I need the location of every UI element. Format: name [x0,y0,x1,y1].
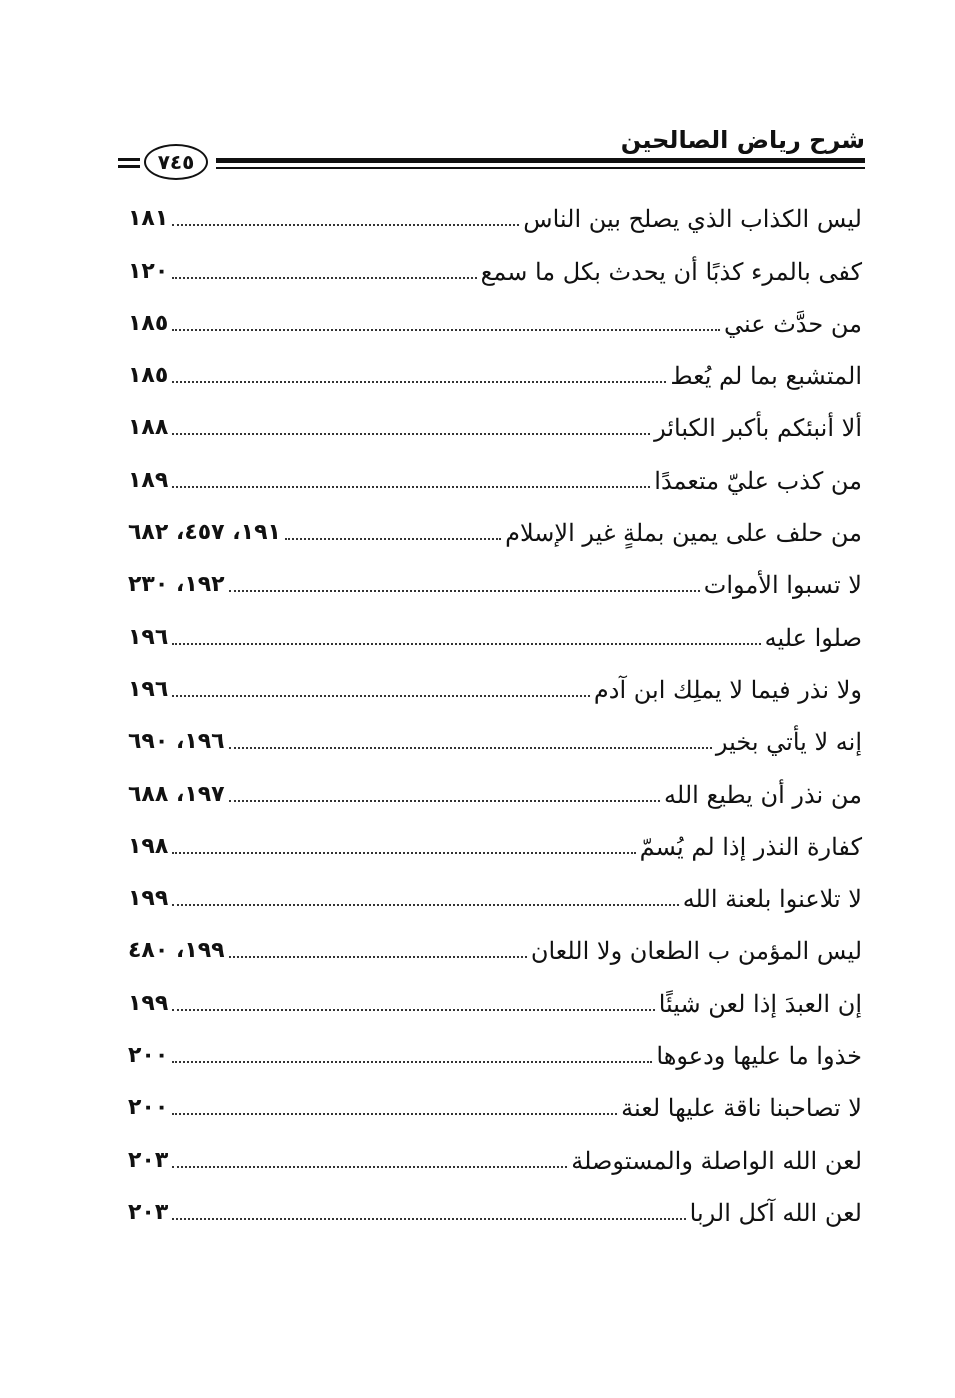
index-entry [128,558,862,610]
entry-page-numbers: ١٨٥ [128,310,169,336]
index-entry [128,244,862,296]
index-entry [128,453,862,505]
entry-page-numbers: ١٨١ [128,206,169,232]
entry-text: من كذب عليّ متعمدًا [654,466,862,495]
dot-leader [172,695,590,697]
entry-text: إنه لا يأتي بخير [715,728,862,757]
header-rule-stub-top [118,158,140,161]
index-entry [128,872,862,924]
index-entry [128,192,862,244]
entry-text: ولا نذر فيما لا يملِك ابن آدم [593,675,862,704]
entry-page-numbers: ١٩٦ [128,624,169,650]
entry-text: ليس الكذاب الذي يصلح بين الناس [523,205,862,234]
entry-text: ليس المؤمن ب الطعان ولا اللعان [530,937,862,966]
entry-text: كفى بالمرء كذبًا أن يحدث بكل ما سمع [480,257,862,286]
dot-leader [229,956,527,958]
index-entry [128,610,862,662]
index-entry [128,820,862,872]
entry-text: صلوا عليه [764,623,862,652]
dot-leader [172,1166,567,1168]
entry-page-numbers: ٢٠٣ [128,1199,169,1225]
entry-page-numbers: ١٩٨ [128,833,169,859]
index-entry [128,297,862,349]
entry-text: من نذر أن يطيع الله [664,780,862,809]
entry-page-numbers: ١٩٩، ٤٨٠ [128,938,225,964]
header-rule-thin [216,167,865,169]
entry-text: كفارة النذر إذا لم يُسمّ [639,832,862,861]
index-entry [128,976,862,1028]
dot-leader [229,800,660,802]
dot-leader [172,277,476,279]
entry-text: لعن الله آكل الربا [689,1198,862,1227]
index-entry [128,1029,862,1081]
entry-page-numbers: ١٩٢، ٢٣٠ [128,572,225,598]
entry-page-numbers: ٢٠٠ [128,1095,169,1121]
book-title: شرح رياض الصالحين [620,126,865,154]
index-entry [128,1133,862,1185]
entry-page-numbers: ١٩١، ٤٥٧، ٦٨٢ [128,520,281,546]
dot-leader [172,381,666,383]
page-number: ٧٤٥ [157,150,195,174]
dot-leader [172,643,760,645]
dot-leader [172,1218,685,1220]
entry-text: ألا أنبئكم بأكبر الكبائر [654,414,862,443]
dot-leader [172,1009,654,1011]
hadith-index-list [128,192,862,1238]
entry-text: المتشبع بما لم يُعط [670,362,862,391]
entry-page-numbers: ١٨٨ [128,415,169,441]
index-entry [128,1186,862,1238]
dot-leader [229,747,712,749]
entry-text: من حلف على يمين بملةٍ غير الإسلام [505,519,862,548]
dot-leader [172,224,519,226]
entry-text: من حدَّث عني [724,309,862,338]
index-entry [128,401,862,453]
index-entry [128,715,862,767]
dot-leader [285,538,501,540]
index-entry [128,663,862,715]
dot-leader [172,433,650,435]
entry-page-numbers: ١٨٥ [128,363,169,389]
entry-page-numbers: ١٩٦ [128,676,169,702]
page-number-badge [144,144,208,180]
entry-text: لا تصاحبنا ناقة عليها لعنة [621,1094,862,1123]
entry-page-numbers: ١٢٠ [128,258,169,284]
entry-page-numbers: ١٨٩ [128,467,169,493]
entry-page-numbers: ١٩٩ [128,990,169,1016]
entry-page-numbers: ٢٠٣ [128,1147,169,1173]
dot-leader [172,1061,652,1063]
dot-leader [172,486,650,488]
entry-page-numbers: ١٩٦، ٦٩٠ [128,729,225,755]
index-entry [128,1081,862,1133]
entry-page-numbers: ١٩٩ [128,886,169,912]
dot-leader [172,1113,617,1115]
entry-text: لا تسبوا الأموات [703,571,862,600]
entry-text: خذوا ما عليها ودعوها [656,1042,862,1071]
index-entry [128,767,862,819]
entry-page-numbers: ٢٠٠ [128,1043,169,1069]
entry-page-numbers: ١٩٧، ٦٨٨ [128,781,225,807]
page-header [118,118,865,188]
dot-leader [172,329,720,331]
dot-leader [172,904,678,906]
header-rule-stub-bottom [118,165,140,168]
entry-text: لا تلاعنوا بلعنة الله [682,885,862,914]
header-rule-thick [216,158,865,163]
dot-leader [172,852,635,854]
entry-text: إن العبدَ إذا لعن شيئًا [658,989,862,1018]
index-entry [128,924,862,976]
dot-leader [229,590,700,592]
entry-text: لعن الله الواصلة والمستوصلة [571,1146,862,1175]
index-entry [128,349,862,401]
index-entry [128,506,862,558]
